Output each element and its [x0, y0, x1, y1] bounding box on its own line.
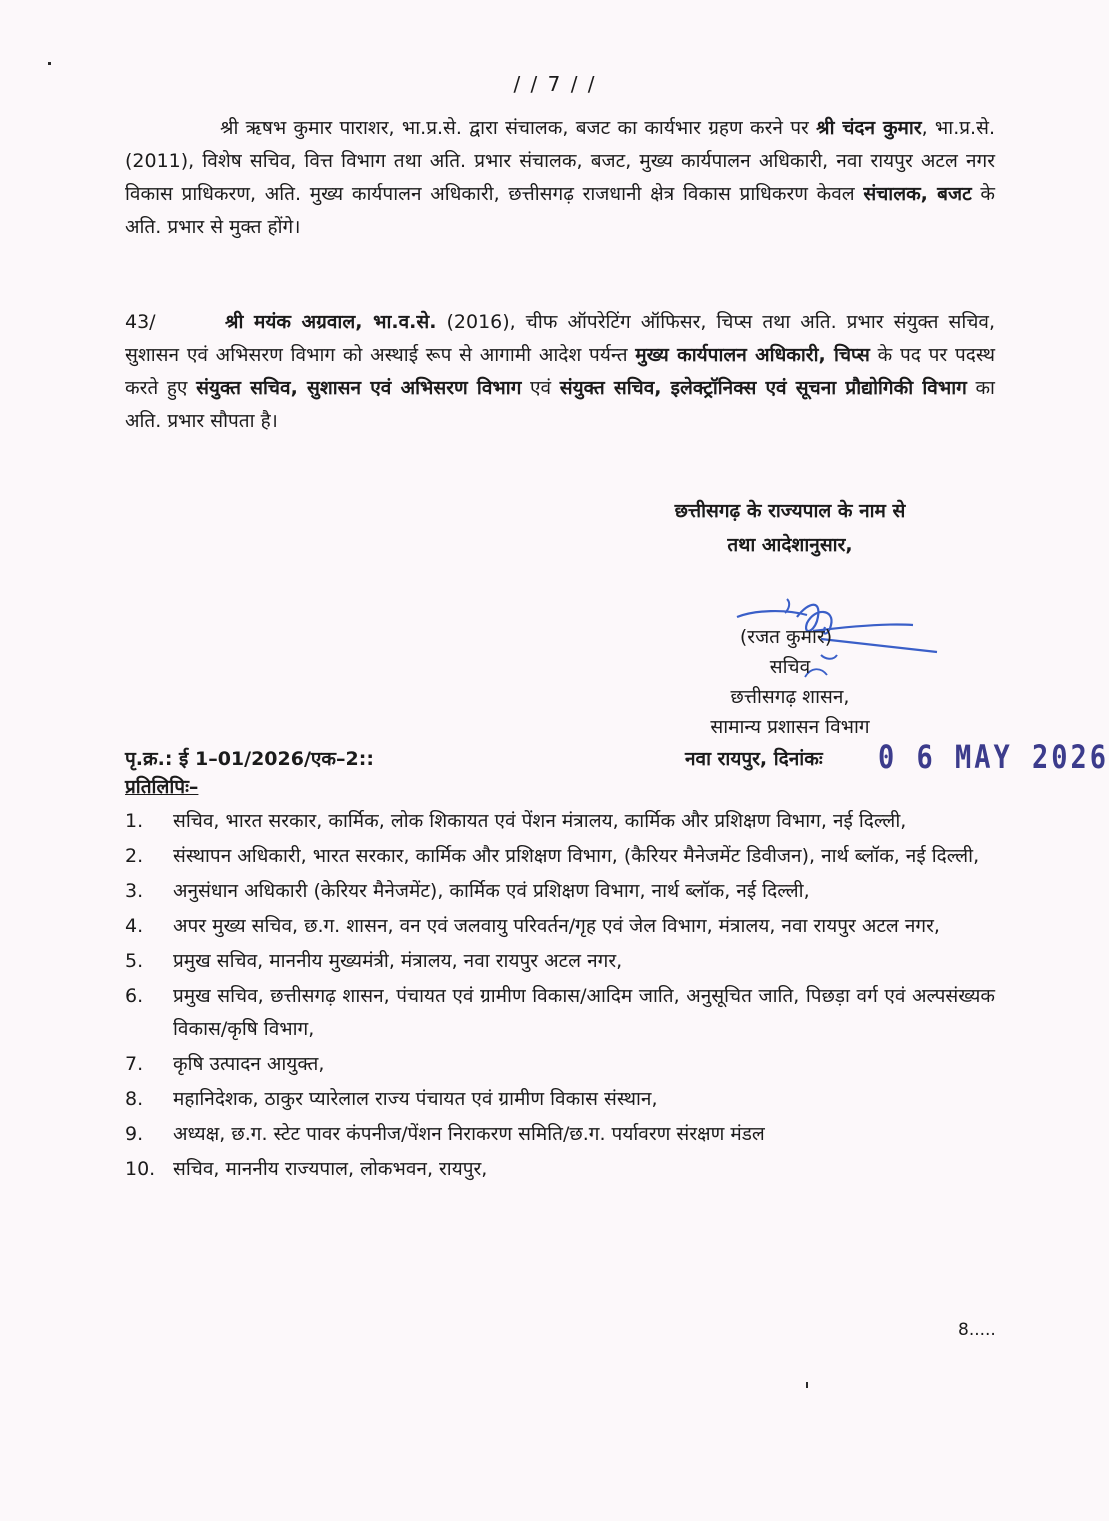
copy-item-text: महानिदेशक, ठाकुर प्यारेलाल राज्य पंचायत एवं ग्रामीण विकास संस्थान, [173, 1088, 658, 1110]
copy-recipient-item [125, 1083, 995, 1116]
copy-item-text: सचिव, भारत सरकार, कार्मिक, लोक शिकायत एवं पेंशन मंत्रालय, कार्मिक और प्रशिक्षण विभाग, नई दिल्ली, [173, 810, 907, 832]
copy-item-number: 3. [125, 880, 144, 902]
officer-department: सामान्य प्रशासन विभाग [710, 716, 870, 738]
item-number-43: 43/ [125, 311, 156, 333]
copy-recipient-item [125, 875, 995, 908]
order-by-governor [600, 494, 980, 562]
officer-government: छत्तीसगढ़ शासन, [730, 686, 850, 708]
para2-officer-name: श्री मयंक अग्रवाल, भा.व.से. [225, 311, 437, 333]
copy-recipient-list [125, 805, 995, 1188]
para1-line1: श्री ऋषभ कुमार पाराशर, भा.प्र.से. द्वारा संचालक, बजट का कार्यभार ग्रहण करने पर [220, 117, 809, 139]
copy-item-number: 2. [125, 845, 144, 867]
para2-text1: (2016), चीफ ऑपरेटिंग ऑफिसर, चिप्स तथा अति. प्रभार संयुक्त सचिव, सुशासन एवं अभिसरण विभाग को अस्थाई रूप से आगामी आदेश पर्यन्त [125, 311, 995, 366]
copy-item-text: अनुसंधान अधिकारी (केरियर मैनेजमेंट), कार्मिक एवं प्रशिक्षण विभाग, नार्थ ब्लॉक, नई दिल्ली, [173, 880, 810, 902]
copy-item-number: 4. [125, 915, 144, 937]
officer-name: (रजत कुमार) [739, 626, 833, 648]
copy-item-number: 5. [125, 950, 144, 972]
para2-post: मुख्य कार्यपालन अधिकारी, चिप्स [635, 344, 870, 366]
date-stamp: 0 6 MAY 2026 [878, 739, 1109, 777]
para2-charge2: संयुक्त सचिव, इलेक्ट्रॉनिक्स एवं सूचना प्रौद्योगिकी विभाग [559, 377, 967, 399]
para1-end: के अति. प्रभार से मुक्त होंगे। [125, 183, 995, 238]
copy-item-number: 10. [125, 1158, 156, 1180]
para2-text3: एवं [521, 377, 560, 399]
order-line-2: तथा आदेशानुसार, [727, 534, 853, 556]
copy-item-text: अपर मुख्य सचिव, छ.ग. शासन, वन एवं जलवायु परिवर्तन/गृह एवं जेल विभाग, मंत्रालय, नवा रायपुर अटल नगर, [173, 915, 940, 937]
officer-designation: सचिव [769, 656, 811, 678]
place-date-label: नवा रायपुर, दिनांकः [685, 748, 823, 770]
para1-post: संचालक, बजट [863, 183, 972, 205]
copy-recipient-item [125, 805, 995, 838]
para2-text2: के पद पर पदस्थ करते हुए [125, 344, 995, 399]
scan-speck [48, 62, 51, 65]
copy-item-text: प्रमुख सचिव, छत्तीसगढ़ शासन, पंचायत एवं ग्रामीण विकास/आदिम जाति, अनुसूचित जाति, पिछड़ा वर्ग एवं अल्पसंख्यक विकास/कृषि विभाग, [173, 985, 995, 1040]
copy-recipient-item [125, 840, 995, 873]
paragraph-posting [125, 306, 995, 438]
copy-recipient-item [125, 945, 995, 978]
copy-item-text: कृषि उत्पादन आयुक्त, [173, 1053, 325, 1075]
copy-recipient-item [125, 980, 995, 1046]
copy-recipient-item [125, 910, 995, 943]
copy-to-heading: प्रतिलिपिः– [125, 776, 199, 798]
continued-page-marker: 8..... [958, 1320, 996, 1340]
copy-item-number: 7. [125, 1053, 144, 1075]
scan-speck [806, 1382, 808, 1388]
copy-item-number: 9. [125, 1123, 144, 1145]
copy-recipient-item [125, 1153, 995, 1186]
page-number: / / 7 / / [513, 72, 597, 96]
copy-recipient-item [125, 1048, 995, 1081]
signing-officer [640, 622, 940, 742]
para2-charge1: संयुक्त सचिव, सुशासन एवं अभिसरण विभाग [196, 377, 522, 399]
paragraph-relief [125, 112, 995, 244]
reference-number: पृ.क्र.: ई 1–01/2026/एक–2:: [125, 748, 374, 770]
para1-officer-name: श्री चंदन कुमार [816, 117, 922, 139]
order-line-1: छत्तीसगढ़ के राज्यपाल के नाम से [674, 500, 906, 522]
copy-item-text: सचिव, माननीय राज्यपाल, लोकभवन, रायपुर, [173, 1158, 488, 1180]
copy-item-number: 1. [125, 810, 144, 832]
copy-item-text: संस्थापन अधिकारी, भारत सरकार, कार्मिक और प्रशिक्षण विभाग, (कैरियर मैनेजमेंट डिवीजन), नार्थ ब्लॉक, नई दिल्ली, [173, 845, 980, 867]
copy-item-text: अध्यक्ष, छ.ग. स्टेट पावर कंपनीज/पेंशन निराकरण समिति/छ.ग. पर्यावरण संरक्षण मंडल [173, 1123, 765, 1145]
copy-item-text: प्रमुख सचिव, माननीय मुख्यमंत्री, मंत्रालय, नवा रायपुर अटल नगर, [173, 950, 623, 972]
para1-text: , भा.प्र.से. (2011), विशेष सचिव, वित्त विभाग तथा अति. प्रभार संचालक, बजट, मुख्य कार्यपालन अधिकारी, नवा रायपुर अटल नगर विकास प्राधिकरण, अति. मुख्य कार्यपालन अधिकारी, छत्तीसगढ़ राजधानी क्षेत्र विकास प्राधिकरण केवल [125, 117, 995, 205]
copy-item-number: 6. [125, 985, 144, 1007]
para2-text4: का अति. प्रभार सौपता है। [125, 377, 995, 432]
copy-item-number: 8. [125, 1088, 144, 1110]
copy-recipient-item [125, 1118, 995, 1151]
